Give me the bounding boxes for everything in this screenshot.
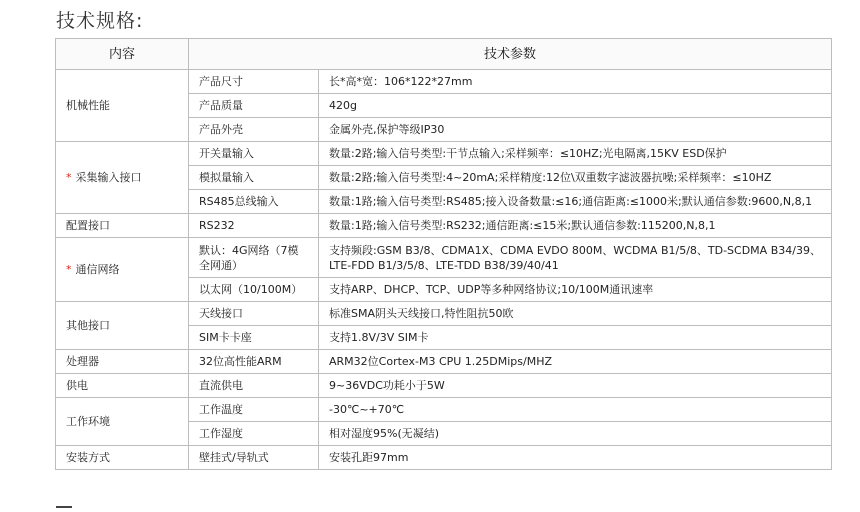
category-cell bbox=[56, 238, 189, 302]
item-cell: 直流供电 bbox=[189, 374, 319, 398]
item-cell: 以太网（10/100M） bbox=[189, 278, 319, 302]
table-row bbox=[56, 70, 832, 94]
required-star-icon: * bbox=[66, 263, 72, 276]
category-label: 机械性能 bbox=[66, 99, 110, 112]
value-cell: 支持频段:GSM B3/8、CDMA1X、CDMA EVDO 800M、WCDMA B1/5/8、TD-SCDMA B34/39、LTE-FDD B1/3/5/8、LTE-TDD B38/39/40/41 bbox=[319, 238, 832, 278]
required-star-icon: * bbox=[66, 171, 72, 184]
category-label: 供电 bbox=[66, 379, 88, 392]
category-cell bbox=[56, 302, 189, 350]
value-cell: 相对湿度95%(无凝结) bbox=[319, 422, 832, 446]
value-cell: ARM32位Cortex-M3 CPU 1.25DMips/MHZ bbox=[319, 350, 832, 374]
table-row bbox=[56, 398, 832, 422]
spec-table bbox=[55, 38, 832, 470]
table-row bbox=[56, 446, 832, 470]
item-cell: 模拟量输入 bbox=[189, 166, 319, 190]
category-label: 采集输入接口 bbox=[75, 171, 142, 184]
value-cell: 数量:2路;输入信号类型:4~20mA;采样精度:12位\双重数字滤波器抗噪;采样频率：≤10HZ bbox=[319, 166, 832, 190]
category-cell bbox=[56, 398, 189, 446]
category-label: 处理器 bbox=[66, 355, 99, 368]
value-cell: 金属外壳,保护等级IP30 bbox=[319, 118, 832, 142]
category-cell bbox=[56, 70, 189, 142]
item-cell: 32位高性能ARM bbox=[189, 350, 319, 374]
value-cell: 标准SMA阴头天线接口,特性阻抗50欧 bbox=[319, 302, 832, 326]
item-cell: 默认：4G网络（7模全网通） bbox=[189, 238, 319, 278]
value-cell: 9~36VDC功耗小于5W bbox=[319, 374, 832, 398]
value-cell: 安装孔距97mm bbox=[319, 446, 832, 470]
value-cell: 支持1.8V/3V SIM卡 bbox=[319, 326, 832, 350]
value-cell: 数量:1路;输入信号类型:RS232;通信距离:≤15米;默认通信参数:115200,N,8,1 bbox=[319, 214, 832, 238]
value-cell: 420g bbox=[319, 94, 832, 118]
header-content: 内容 bbox=[56, 39, 189, 70]
category-cell bbox=[56, 350, 189, 374]
bottom-divider bbox=[56, 506, 72, 508]
category-cell bbox=[56, 142, 189, 214]
table-row bbox=[56, 142, 832, 166]
item-cell: RS232 bbox=[189, 214, 319, 238]
item-cell: 壁挂式/导轨式 bbox=[189, 446, 319, 470]
category-label: 通信网络 bbox=[75, 263, 120, 276]
page-title: 技术规格: bbox=[56, 10, 144, 32]
value-cell: 长*高*宽：106*122*27mm bbox=[319, 70, 832, 94]
item-cell: 产品尺寸 bbox=[189, 70, 319, 94]
category-label: 其他接口 bbox=[66, 319, 110, 332]
table-body bbox=[56, 70, 832, 470]
table-row bbox=[56, 214, 832, 238]
table-row bbox=[56, 302, 832, 326]
category-label: 工作环境 bbox=[66, 415, 110, 428]
value-cell: 数量:2路;输入信号类型:干节点输入;采样频率：≤10HZ;光电隔离,15KV ESD保护 bbox=[319, 142, 832, 166]
category-label: 安装方式 bbox=[66, 451, 110, 464]
item-cell: 产品质量 bbox=[189, 94, 319, 118]
item-cell: 产品外壳 bbox=[189, 118, 319, 142]
header-params: 技术参数 bbox=[189, 39, 832, 70]
category-cell bbox=[56, 374, 189, 398]
value-cell: 数量:1路;输入信号类型:RS485;接入设备数量:≤16;通信距离:≤1000米;默认通信参数:9600,N,8,1 bbox=[319, 190, 832, 214]
category-label: 配置接口 bbox=[66, 219, 110, 232]
item-cell: 开关量输入 bbox=[189, 142, 319, 166]
table-row bbox=[56, 374, 832, 398]
item-cell: 天线接口 bbox=[189, 302, 319, 326]
table-row bbox=[56, 350, 832, 374]
table-row bbox=[56, 238, 832, 278]
value-cell: -30℃~+70℃ bbox=[319, 398, 832, 422]
category-cell bbox=[56, 214, 189, 238]
item-cell: 工作温度 bbox=[189, 398, 319, 422]
category-cell bbox=[56, 446, 189, 470]
item-cell: 工作湿度 bbox=[189, 422, 319, 446]
item-cell: RS485总线输入 bbox=[189, 190, 319, 214]
item-cell: SIM卡卡座 bbox=[189, 326, 319, 350]
table-header-row bbox=[56, 39, 832, 70]
value-cell: 支持ARP、DHCP、TCP、UDP等多种网络协议;10/100M通讯速率 bbox=[319, 278, 832, 302]
